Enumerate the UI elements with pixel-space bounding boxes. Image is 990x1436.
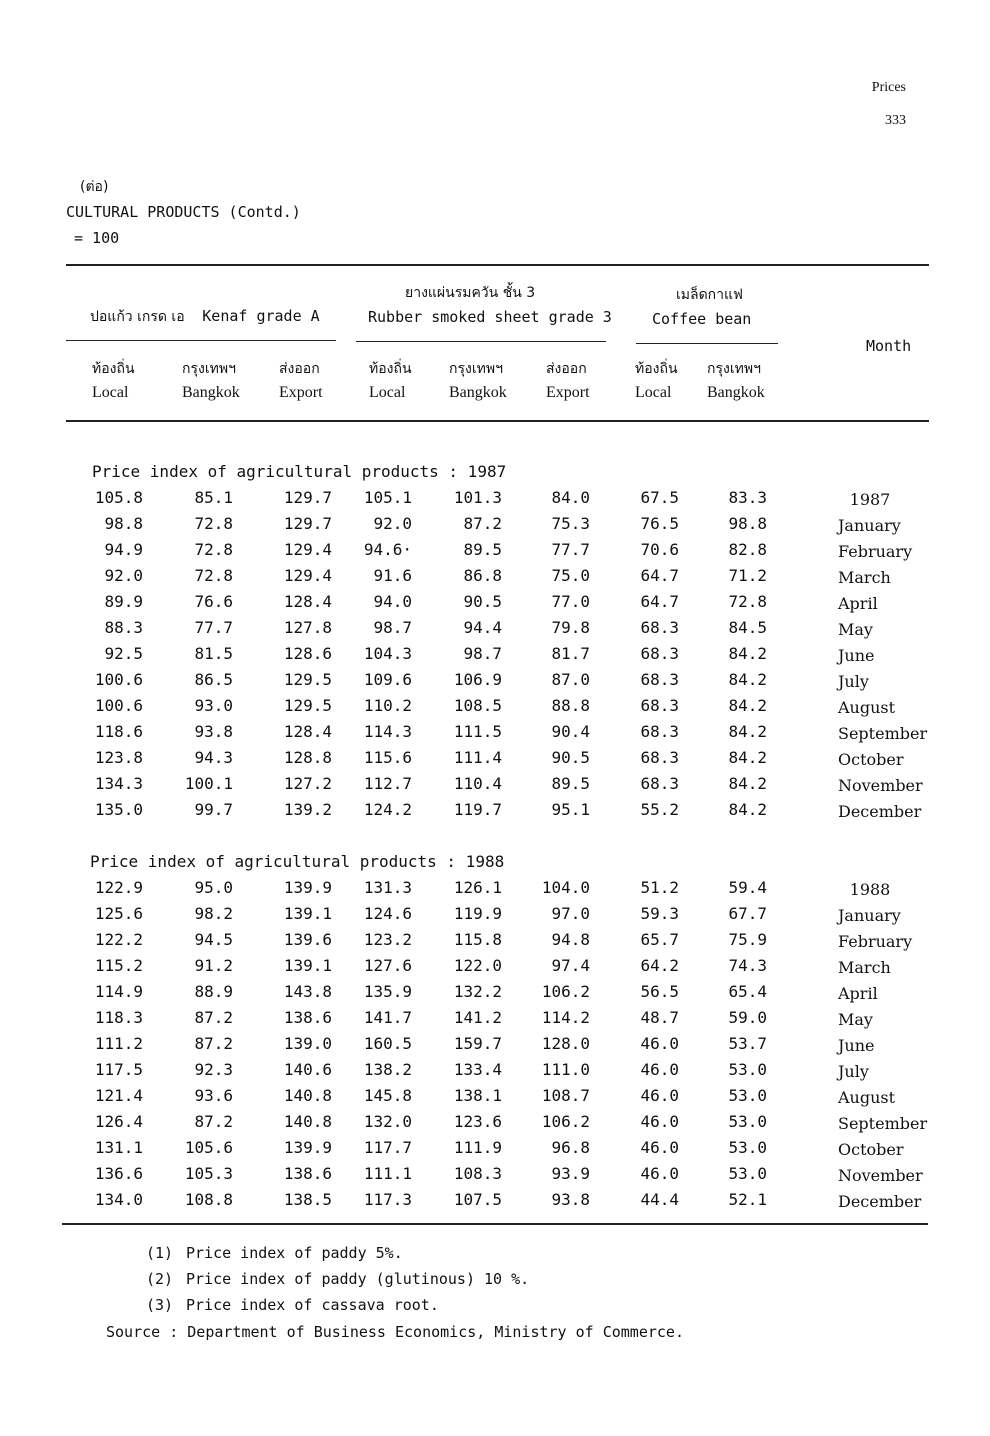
table-cell: 64.7 (640, 592, 679, 611)
table-cell: 68.3 (640, 618, 679, 637)
top-rule (66, 264, 929, 266)
table-cell: 94.5 (194, 930, 233, 949)
table-cell: 139.1 (283, 904, 332, 923)
table-cell: 68.3 (640, 696, 679, 715)
table-cell: 110.4 (453, 774, 502, 793)
table-cell: 124.6 (363, 904, 412, 923)
coffee-underline (636, 343, 778, 344)
table-cell: 94.6· (363, 540, 412, 559)
month-label: November (838, 776, 923, 795)
table-title: CULTURAL PRODUCTS (Contd.) (66, 203, 301, 221)
month-label: October (838, 750, 904, 769)
group-english-rubber: Rubber smoked sheet grade 3 (368, 308, 612, 326)
table-cell: 115.6 (363, 748, 412, 767)
table-cell: 88.3 (104, 618, 143, 637)
table-cell: 72.8 (728, 592, 767, 611)
table-cell: 96.8 (551, 1138, 590, 1157)
table-cell: 107.5 (453, 1190, 502, 1209)
table-cell: 112.7 (363, 774, 412, 793)
footnote-number: (3) (146, 1296, 174, 1314)
table-cell: 139.2 (283, 800, 332, 819)
table-cell: 135.9 (363, 982, 412, 1001)
column-header-english: Bangkok (182, 384, 240, 401)
contd-label-thai: (ต่อ) (80, 179, 109, 195)
table-cell: 84.5 (728, 618, 767, 637)
group-thai-rubber: ยางแผ่นรมควัน ชั้น 3 (405, 285, 536, 301)
table-cell: 68.3 (640, 644, 679, 663)
month-label: August (838, 1088, 896, 1107)
table-cell: 81.5 (194, 644, 233, 663)
table-cell: 138.5 (283, 1190, 332, 1209)
table-cell: 92.0 (373, 514, 412, 533)
table-cell: 87.2 (463, 514, 502, 533)
table-cell: 104.0 (541, 878, 590, 897)
table-cell: 98.8 (104, 514, 143, 533)
section-title: Price index of agricultural products : 1987 (92, 462, 507, 481)
month-label: July (838, 672, 869, 691)
table-cell: 105.3 (184, 1164, 233, 1183)
table-cell: 74.3 (728, 956, 767, 975)
running-header: Prices (871, 80, 906, 95)
table-cell: 52.1 (728, 1190, 767, 1209)
table-cell: 140.8 (283, 1112, 332, 1131)
table-cell: 46.0 (640, 1138, 679, 1157)
table-cell: 68.3 (640, 722, 679, 741)
table-cell: 123.8 (94, 748, 143, 767)
table-cell: 110.2 (363, 696, 412, 715)
table-cell: 122.9 (94, 878, 143, 897)
table-cell: 64.7 (640, 566, 679, 585)
table-cell: 92.3 (194, 1060, 233, 1079)
table-cell: 159.7 (453, 1034, 502, 1053)
table-cell: 111.4 (453, 748, 502, 767)
column-header-english: Bangkok (449, 384, 507, 401)
column-header-english: Export (546, 384, 590, 401)
table-cell: 141.2 (453, 1008, 502, 1027)
table-cell: 94.4 (463, 618, 502, 637)
table-cell: 138.1 (453, 1086, 502, 1105)
table-cell: 70.6 (640, 540, 679, 559)
table-cell: 93.6 (194, 1086, 233, 1105)
table-cell: 132.0 (363, 1112, 412, 1131)
month-label: March (838, 568, 891, 587)
table-cell: 140.6 (283, 1060, 332, 1079)
table-cell: 89.5 (551, 774, 590, 793)
table-cell: 131.3 (363, 878, 412, 897)
table-cell: 119.7 (453, 800, 502, 819)
table-cell: 104.3 (363, 644, 412, 663)
rubber-underline (356, 341, 606, 342)
column-header-thai: กรุงเทพฯ (182, 361, 236, 377)
table-cell: 94.3 (194, 748, 233, 767)
table-cell: 126.4 (94, 1112, 143, 1131)
table-cell: 87.2 (194, 1034, 233, 1053)
table-cell: 95.1 (551, 800, 590, 819)
column-header-thai: ท้องถิ่น (92, 361, 135, 377)
column-header-thai: กรุงเทพฯ (449, 361, 503, 377)
table-cell: 94.9 (104, 540, 143, 559)
month-label: June (838, 1036, 875, 1055)
table-cell: 143.8 (283, 982, 332, 1001)
base-label: = 100 (74, 229, 120, 247)
month-label: September (838, 724, 928, 743)
table-cell: 85.1 (194, 488, 233, 507)
table-cell: 65.7 (640, 930, 679, 949)
table-cell: 82.8 (728, 540, 767, 559)
table-cell: 136.6 (94, 1164, 143, 1183)
table-cell: 118.3 (94, 1008, 143, 1027)
table-cell: 123.6 (453, 1112, 502, 1131)
table-cell: 44.4 (640, 1190, 679, 1209)
month-label: January (838, 516, 901, 535)
table-cell: 84.2 (728, 644, 767, 663)
column-header-thai: ท้องถิ่น (369, 361, 412, 377)
month-label: June (838, 646, 875, 665)
table-cell: 88.9 (194, 982, 233, 1001)
table-cell: 46.0 (640, 1112, 679, 1131)
table-cell: 101.3 (453, 488, 502, 507)
table-cell: 131.1 (94, 1138, 143, 1157)
table-cell: 84.2 (728, 748, 767, 767)
table-cell: 93.0 (194, 696, 233, 715)
table-cell: 108.3 (453, 1164, 502, 1183)
month-label: March (838, 958, 891, 977)
column-header-thai: ท้องถิ่น (635, 361, 678, 377)
table-cell: 84.0 (551, 488, 590, 507)
table-cell: 99.7 (194, 800, 233, 819)
table-cell: 118.6 (94, 722, 143, 741)
group-english-coffee: Coffee bean (652, 310, 752, 328)
table-cell: 56.5 (640, 982, 679, 1001)
table-cell: 98.2 (194, 904, 233, 923)
footnote-text: Price index of paddy (glutinous) 10 %. (186, 1270, 530, 1288)
month-label: December (838, 802, 922, 821)
table-cell: 92.0 (104, 566, 143, 585)
table-cell: 117.3 (363, 1190, 412, 1209)
table-cell: 108.5 (453, 696, 502, 715)
table-cell: 87.2 (194, 1008, 233, 1027)
table-cell: 129.5 (283, 696, 332, 715)
table-cell: 134.3 (94, 774, 143, 793)
table-cell: 90.5 (551, 748, 590, 767)
table-cell: 83.3 (728, 488, 767, 507)
month-label: May (838, 620, 873, 639)
table-cell: 114.2 (541, 1008, 590, 1027)
table-cell: 122.0 (453, 956, 502, 975)
table-cell: 123.2 (363, 930, 412, 949)
table-cell: 89.9 (104, 592, 143, 611)
table-cell: 46.0 (640, 1086, 679, 1105)
column-header-thai: ส่งออก (546, 361, 587, 377)
table-cell: 117.5 (94, 1060, 143, 1079)
table-cell: 77.7 (551, 540, 590, 559)
header-bottom-rule (66, 420, 929, 422)
table-cell: 111.5 (453, 722, 502, 741)
table-cell: 138.2 (363, 1060, 412, 1079)
table-cell: 98.7 (373, 618, 412, 637)
table-cell: 84.2 (728, 722, 767, 741)
month-label: April (838, 984, 878, 1003)
table-cell: 109.6 (363, 670, 412, 689)
table-cell: 133.4 (453, 1060, 502, 1079)
table-cell: 140.8 (283, 1086, 332, 1105)
table-cell: 67.5 (640, 488, 679, 507)
table-cell: 68.3 (640, 774, 679, 793)
column-header-thai: ส่งออก (279, 361, 320, 377)
table-cell: 125.6 (94, 904, 143, 923)
table-cell: 98.7 (463, 644, 502, 663)
table-cell: 108.7 (541, 1086, 590, 1105)
table-cell: 126.1 (453, 878, 502, 897)
table-cell: 72.8 (194, 566, 233, 585)
table-cell: 68.3 (640, 670, 679, 689)
table-cell: 64.2 (640, 956, 679, 975)
table-cell: 97.0 (551, 904, 590, 923)
bottom-rule (62, 1223, 928, 1225)
table-cell: 90.5 (463, 592, 502, 611)
month-label: April (838, 594, 878, 613)
table-cell: 128.0 (541, 1034, 590, 1053)
table-cell: 160.5 (363, 1034, 412, 1053)
table-cell: 51.2 (640, 878, 679, 897)
table-cell: 46.0 (640, 1060, 679, 1079)
table-cell: 121.4 (94, 1086, 143, 1105)
table-cell: 84.2 (728, 696, 767, 715)
table-cell: 139.0 (283, 1034, 332, 1053)
table-cell: 53.0 (728, 1086, 767, 1105)
month-label: May (838, 1010, 873, 1029)
table-cell: 117.7 (363, 1138, 412, 1157)
table-cell: 129.5 (283, 670, 332, 689)
table-cell: 59.3 (640, 904, 679, 923)
month-label: September (838, 1114, 928, 1133)
table-cell: 114.9 (94, 982, 143, 1001)
table-cell: 128.4 (283, 722, 332, 741)
table-cell: 94.8 (551, 930, 590, 949)
table-cell: 59.0 (728, 1008, 767, 1027)
table-cell: 119.9 (453, 904, 502, 923)
table-cell: 79.8 (551, 618, 590, 637)
table-cell: 105.6 (184, 1138, 233, 1157)
table-cell: 53.0 (728, 1138, 767, 1157)
table-cell: 127.6 (363, 956, 412, 975)
table-cell: 75.9 (728, 930, 767, 949)
table-cell: 53.7 (728, 1034, 767, 1053)
table-cell: 97.4 (551, 956, 590, 975)
table-cell: 53.0 (728, 1164, 767, 1183)
table-cell: 115.8 (453, 930, 502, 949)
table-cell: 115.2 (94, 956, 143, 975)
column-header-thai: กรุงเทพฯ (707, 361, 761, 377)
table-cell: 106.2 (541, 982, 590, 1001)
table-cell: 105.8 (94, 488, 143, 507)
table-cell: 138.6 (283, 1164, 332, 1183)
table-cell: 129.4 (283, 566, 332, 585)
group-english-kenaf: Kenaf grade A (202, 307, 320, 325)
table-cell: 87.0 (551, 670, 590, 689)
table-cell: 86.5 (194, 670, 233, 689)
group-header-kenaf (90, 306, 320, 328)
table-cell: 100.6 (94, 696, 143, 715)
table-cell: 127.8 (283, 618, 332, 637)
table-cell: 124.2 (363, 800, 412, 819)
table-cell: 145.8 (363, 1086, 412, 1105)
table-cell: 138.6 (283, 1008, 332, 1027)
month-label: November (838, 1166, 923, 1185)
table-cell: 53.0 (728, 1112, 767, 1131)
table-cell: 75.3 (551, 514, 590, 533)
table-cell: 108.8 (184, 1190, 233, 1209)
table-cell: 94.0 (373, 592, 412, 611)
table-cell: 111.1 (363, 1164, 412, 1183)
table-cell: 128.6 (283, 644, 332, 663)
table-cell: 132.2 (453, 982, 502, 1001)
table-cell: 139.1 (283, 956, 332, 975)
table-cell: 128.8 (283, 748, 332, 767)
table-cell: 75.0 (551, 566, 590, 585)
table-cell: 114.3 (363, 722, 412, 741)
table-cell: 90.4 (551, 722, 590, 741)
table-cell: 71.2 (728, 566, 767, 585)
column-header-english: Export (279, 384, 323, 401)
table-cell: 135.0 (94, 800, 143, 819)
table-cell: 122.2 (94, 930, 143, 949)
table-cell: 91.2 (194, 956, 233, 975)
table-cell: 105.1 (363, 488, 412, 507)
table-cell: 84.2 (728, 800, 767, 819)
table-cell: 106.9 (453, 670, 502, 689)
table-cell: 139.9 (283, 878, 332, 897)
month-label: 1988 (849, 880, 891, 899)
section-title: Price index of agricultural products : 1988 (90, 852, 505, 871)
table-cell: 111.2 (94, 1034, 143, 1053)
group-thai-kenaf: ปอแก้ว เกรด เอ (90, 309, 185, 325)
source-note: Source : Department of Business Economics, Ministry of Commerce. (106, 1323, 684, 1341)
table-cell: 111.0 (541, 1060, 590, 1079)
table-cell: 106.2 (541, 1112, 590, 1131)
table-cell: 129.7 (283, 514, 332, 533)
table-cell: 77.0 (551, 592, 590, 611)
table-cell: 129.4 (283, 540, 332, 559)
month-header: Month (866, 337, 912, 355)
table-cell: 46.0 (640, 1034, 679, 1053)
month-label: December (838, 1192, 922, 1211)
table-cell: 77.7 (194, 618, 233, 637)
group-thai-coffee: เมล็ดกาแฟ (676, 287, 743, 303)
table-cell: 48.7 (640, 1008, 679, 1027)
table-cell: 129.7 (283, 488, 332, 507)
table-cell: 93.8 (551, 1190, 590, 1209)
table-cell: 76.5 (640, 514, 679, 533)
table-cell: 128.4 (283, 592, 332, 611)
table-cell: 72.8 (194, 514, 233, 533)
table-cell: 141.7 (363, 1008, 412, 1027)
table-cell: 88.8 (551, 696, 590, 715)
table-cell: 84.2 (728, 774, 767, 793)
column-header-english: Local (92, 384, 129, 401)
table-cell: 72.8 (194, 540, 233, 559)
page-number: 333 (885, 113, 906, 128)
table-cell: 139.6 (283, 930, 332, 949)
month-label: July (838, 1062, 869, 1081)
table-cell: 139.9 (283, 1138, 332, 1157)
table-cell: 81.7 (551, 644, 590, 663)
footnote-number: (1) (146, 1244, 174, 1262)
month-label: October (838, 1140, 904, 1159)
table-cell: 100.6 (94, 670, 143, 689)
footnote-text: Price index of cassava root. (186, 1296, 439, 1314)
column-header-english: Bangkok (707, 384, 765, 401)
table-cell: 93.8 (194, 722, 233, 741)
table-cell: 100.1 (184, 774, 233, 793)
column-header-english: Local (369, 384, 406, 401)
footnote-number: (2) (146, 1270, 174, 1288)
table-cell: 46.0 (640, 1164, 679, 1183)
table-cell: 134.0 (94, 1190, 143, 1209)
table-cell: 111.9 (453, 1138, 502, 1157)
table-cell: 87.2 (194, 1112, 233, 1131)
table-cell: 76.6 (194, 592, 233, 611)
table-cell: 55.2 (640, 800, 679, 819)
table-cell: 95.0 (194, 878, 233, 897)
table-cell: 84.2 (728, 670, 767, 689)
month-label: January (838, 906, 901, 925)
month-label: February (838, 932, 913, 951)
table-cell: 68.3 (640, 748, 679, 767)
table-cell: 92.5 (104, 644, 143, 663)
kenaf-underline (66, 340, 336, 341)
month-label: 1987 (849, 490, 891, 509)
table-cell: 89.5 (463, 540, 502, 559)
footnote-text: Price index of paddy 5%. (186, 1244, 403, 1262)
table-cell: 86.8 (463, 566, 502, 585)
month-label: February (838, 542, 913, 561)
table-cell: 59.4 (728, 878, 767, 897)
table-cell: 98.8 (728, 514, 767, 533)
table-cell: 91.6 (373, 566, 412, 585)
table-cell: 65.4 (728, 982, 767, 1001)
column-header-english: Local (635, 384, 672, 401)
table-cell: 67.7 (728, 904, 767, 923)
month-label: August (838, 698, 896, 717)
table-cell: 53.0 (728, 1060, 767, 1079)
table-cell: 127.2 (283, 774, 332, 793)
table-cell: 93.9 (551, 1164, 590, 1183)
